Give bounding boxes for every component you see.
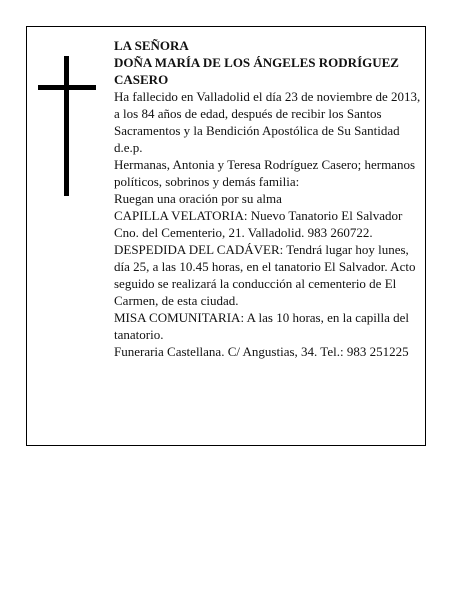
cross-vertical-bar (64, 56, 69, 196)
farewell-paragraph: DESPEDIDA DEL CADÁVER: Tendrá lugar hoy lunes, día 25, a las 10.45 horas, en el tanatorio El Salvador. Acto seguido se realizará la conducción al cementerio de El Carmen, de esta ciudad. (114, 242, 416, 308)
death-paragraph: Ha fallecido en Valladolid el día 23 de noviembre de 2013, a los 84 años de edad, después de recibir los Santos Sacramentos y la Bendición Apostólica de Su Santidad (114, 89, 421, 138)
obituary-text (114, 37, 424, 360)
funeral-home-paragraph: Funeraria Castellana. C/ Angustias, 34. Tel.: 983 251225 (114, 344, 409, 359)
prayer-request: Ruegan una oración por su alma (114, 191, 282, 206)
title-line: LA SEÑORA (114, 38, 189, 53)
deceased-name: DOÑA MARÍA DE LOS ÁNGELES RODRÍGUEZ CASERO (114, 55, 399, 87)
vigil-paragraph: CAPILLA VELATORIA: Nuevo Tanatorio El Salvador Cno. del Cementerio, 21. Valladolid. 983 260722. (114, 208, 403, 240)
family-paragraph: Hermanas, Antonia y Teresa Rodríguez Casero; hermanos políticos, sobrinos y demás familia: (114, 157, 416, 189)
cross-horizontal-bar (38, 85, 96, 90)
mass-paragraph: MISA COMUNITARIA: A las 10 horas, en la capilla del tanatorio. (114, 310, 410, 342)
dep-line: d.e.p. (114, 140, 143, 155)
cross-icon (38, 56, 96, 196)
